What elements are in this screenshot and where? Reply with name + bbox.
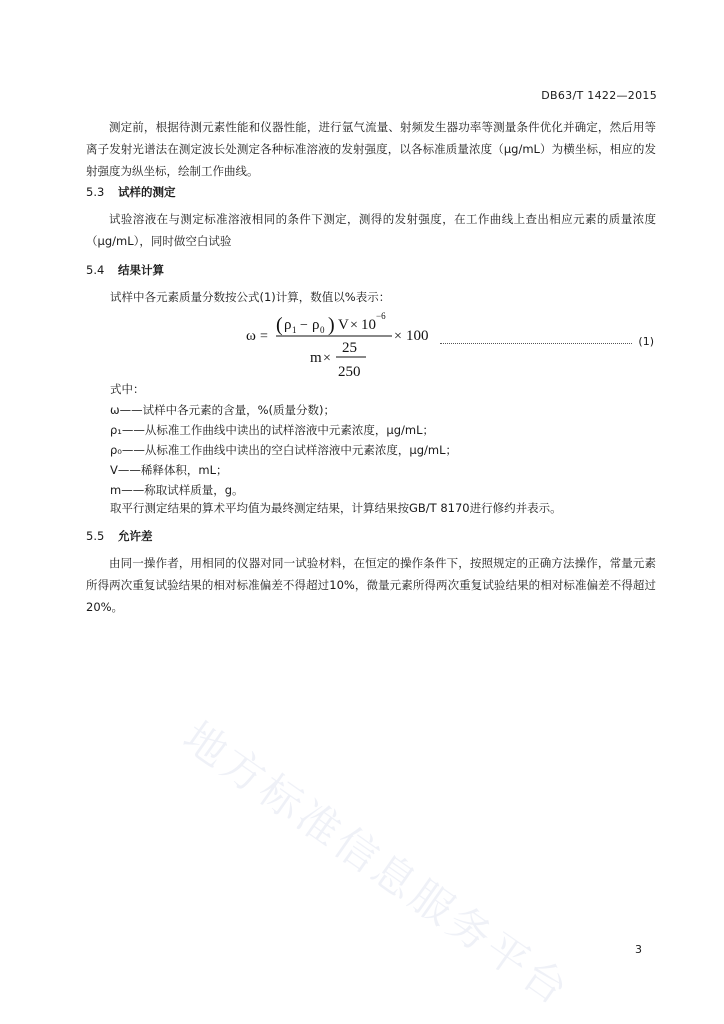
intro-paragraph: 测定前，根据待测元素性能和仪器性能，进行氩气流量、射频发生器功率等测量条件优化并确定，然后用等离子发射光谱法在测定波长处测定各种标准溶液的发射强度，以各标准质量浓度（μg/mL）为横坐标，相应的发射强度为纵坐标，绘制工作曲线。 (86, 120, 656, 178)
formula-denominator-250: 250 (338, 364, 361, 380)
formula-rho0: ρ (312, 317, 320, 333)
formula-paren-close: ) (328, 314, 335, 336)
formula-times-2: × (394, 329, 402, 344)
formula-mass: m (310, 350, 322, 366)
rounding-note: 取平行测定结果的算术平均值为最终测定结果，计算结果按GB/T 8170进行修约并表示。 (110, 501, 562, 515)
section-title: 允许差 (118, 529, 153, 543)
section-5-4-heading (86, 262, 164, 278)
formula-volume: V (338, 317, 349, 333)
definition-volume: V——稀释体积，mL； (110, 463, 228, 477)
section-5-5-body: 由同一操作者，用相同的仪器对同一试验材料，在恒定的操作条件下，按照规定的正确方法操作，常量元素所得两次重复试验结果的相对标准偏差不得超过10%，微量元素所得两次重复试验结果的相对标准偏差不得超过20%。 (86, 556, 656, 614)
section-number: 5.4 (86, 263, 105, 277)
formula-equals: = (260, 329, 268, 344)
equation-number: (1) (638, 335, 654, 348)
equation-number-row (440, 335, 654, 348)
formula-rho0-subscript: 0 (320, 325, 325, 335)
formula-exponent: −6 (376, 311, 386, 321)
section-5-5-heading (86, 528, 153, 544)
leader-dots (440, 335, 632, 344)
formula-hundred: 100 (406, 328, 429, 344)
formula-rho1: ρ (284, 317, 292, 333)
formula-lead-text: 试样中各元素质量分数按公式(1)计算，数值以%表示： (110, 290, 391, 304)
formula-rho1-subscript: 1 (292, 325, 297, 335)
formula-paren-open: ( (276, 314, 283, 336)
formula-minus: − (300, 318, 308, 333)
section-title: 试样的测定 (118, 185, 176, 199)
definition-omega: ω——试样中各元素的含量，%(质量分数)； (110, 403, 336, 417)
section-5-3-body: 试验溶液在与测定标准溶液相同的条件下测定，测得的发射强度，在工作曲线上查出相应元素的质量浓度（μg/mL），同时做空白试验 (86, 212, 656, 248)
formula-ten: 10 (361, 317, 376, 333)
section-number: 5.5 (86, 529, 105, 543)
definition-mass: m——称取试样质量，g。 (110, 483, 244, 497)
page-number: 3 (635, 943, 642, 956)
definition-rho0: ρ₀——从标准工作曲线中读出的空白试样溶液中元素浓度，μg/mL； (110, 443, 458, 457)
formula-omega: ω (246, 328, 256, 344)
formula-times-3: × (323, 351, 331, 366)
definition-rho1: ρ₁——从标准工作曲线中读出的试样溶液中元素浓度，μg/mL； (110, 423, 435, 437)
formula-times-1: × (350, 318, 358, 333)
section-number: 5.3 (86, 185, 105, 199)
platform-watermark: 地方标准信息服务平台 (174, 711, 580, 1016)
where-label: 式中： (110, 382, 145, 396)
mass-fraction-formula (230, 305, 445, 385)
document-code: DB63/T 1422—2015 (541, 89, 657, 102)
formula-numerator-25: 25 (342, 340, 357, 356)
section-5-3-heading (86, 184, 176, 200)
section-title: 结果计算 (118, 263, 164, 277)
